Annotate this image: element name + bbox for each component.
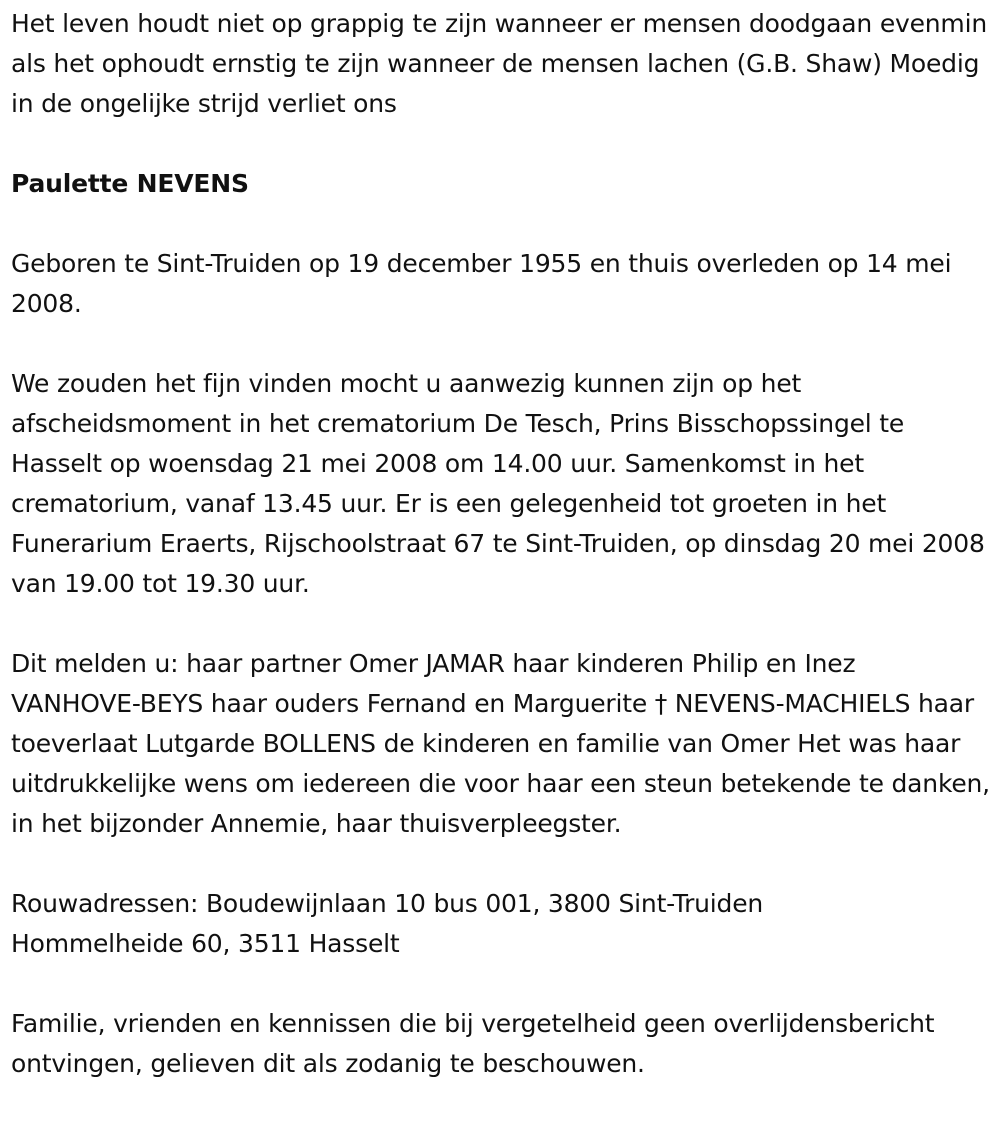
address-line-1: Rouwadressen: Boudewijnlaan 10 bus 001, 3800 Sint-Truiden [11,889,764,918]
deceased-name: Paulette NEVENS [11,169,249,198]
announcers-paragraph: Dit melden u: haar partner Omer JAMAR haar kinderen Philip en Inez VANHOVE-BEYS haar ouders Fernand en Marguerite † NEVENS-MACHIELS haar toeverlaat Lutgarde BOLLENS de kinderen en familie van Omer Het was haar uitdrukkelijke wens om iedereen die voor haar een steun betekende te danken, in het bijzonder Annemie, haar thuisverpleegster. [11,649,990,838]
birth-death-paragraph: Geboren te Sint-Truiden op 19 december 1955 en thuis overleden op 14 mei 2008. [11,249,952,318]
address-line-2: Hommelheide 60, 3511 Hasselt [11,929,400,958]
address-paragraph [11,884,991,964]
closing-paragraph: Familie, vrienden en kennissen die bij vergetelheid geen overlijdensbericht ontvingen, gelieven dit als zodanig te beschouwen. [11,1009,935,1078]
quote-paragraph: Het leven houdt niet op grappig te zijn wanneer er mensen doodgaan evenmin als het ophoudt ernstig te zijn wanneer de mensen lachen (G.B. Shaw) Moedig in de ongelijke strijd verliet ons [11,9,987,118]
ceremony-paragraph: We zouden het fijn vinden mocht u aanwezig kunnen zijn op het afscheidsmoment in het crematorium De Tesch, Prins Bisschopssingel te Hasselt op woensdag 21 mei 2008 om 14.00 uur. Samenkomst in het crematorium, vanaf 13.45 uur. Er is een gelegenheid tot groeten in het Funerarium Eraerts, Rijschoolstraat 67 te Sint-Truiden, op dinsdag 20 mei 2008 van 19.00 tot 19.30 uur. [11,369,985,598]
death-notice [11,4,991,1084]
